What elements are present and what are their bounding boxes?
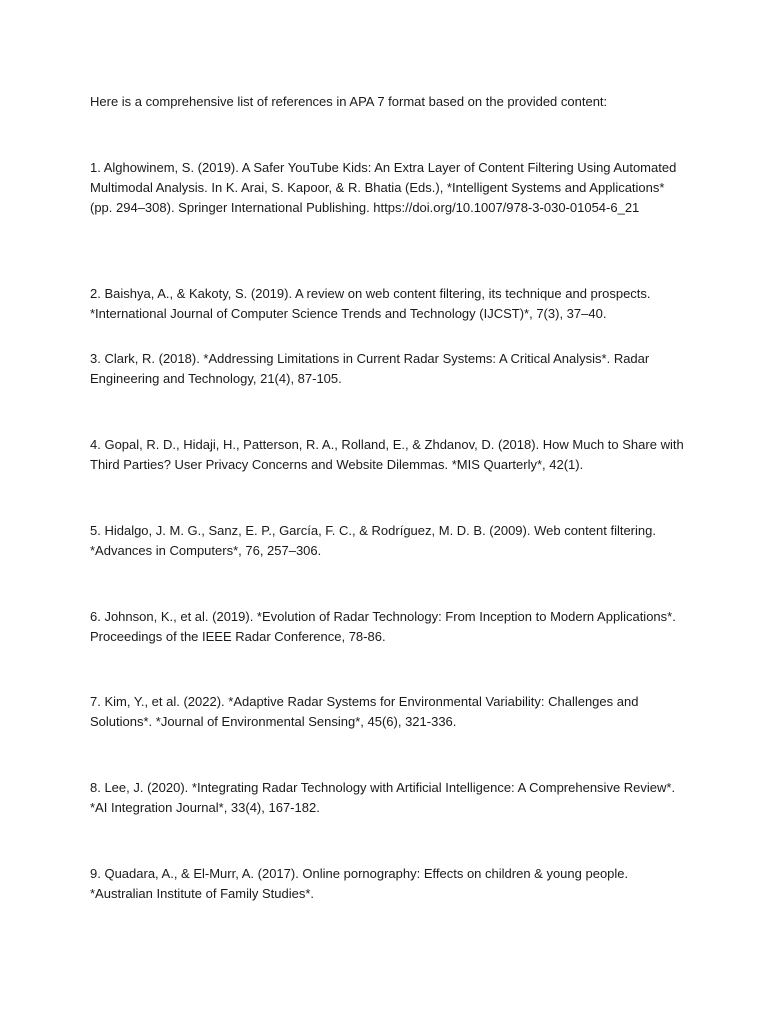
intro-paragraph: Here is a comprehensive list of references in APA 7 format based on the provided content: <box>90 94 608 109</box>
reference-item-3: 3. Clark, R. (2018). *Addressing Limitations in Current Radar Systems: A Critical Analysis*. Radar Engineering and Technology, 21(4), 87-105. <box>90 351 650 386</box>
reference-item-2: 2. Baishya, A., & Kakoty, S. (2019). A review on web content filtering, its technique and prospects. *International Journal of Computer Science Trends and Technology (IJCST)*, 7(3), 37–40. <box>90 286 651 321</box>
document-content <box>90 92 690 901</box>
reference-item-9: 9. Quadara, A., & El-Murr, A. (2017). Online pornography: Effects on children & young people. *Australian Institute of Family Studies*. <box>90 866 629 901</box>
reference-item-4: 4. Gopal, R. D., Hidaji, H., Patterson, R. A., Rolland, E., & Zhdanov, D. (2018). How Much to Share with Third Parties? User Privacy Concerns and Website Dilemmas. *MIS Quarterly*, 42(1). <box>90 437 684 472</box>
reference-item-5: 5. Hidalgo, J. M. G., Sanz, E. P., García, F. C., & Rodríguez, M. D. B. (2009). Web content filtering. *Advances in Computers*, 76, 257–306. <box>90 523 656 558</box>
reference-item-8: 8. Lee, J. (2020). *Integrating Radar Technology with Artificial Intelligence: A Comprehensive Review*. *AI Integration Journal*, 33(4), 167-182. <box>90 780 676 815</box>
reference-item-7: 7. Kim, Y., et al. (2022). *Adaptive Radar Systems for Environmental Variability: Challenges and Solutions*. *Journal of Environmental Sensing*, 45(6), 321-336. <box>90 694 639 729</box>
reference-item-6: 6. Johnson, K., et al. (2019). *Evolution of Radar Technology: From Inception to Modern Applications*. Proceedings of the IEEE Radar Conference, 78-86. <box>90 609 676 644</box>
reference-item-1: 1. Alghowinem, S. (2019). A Safer YouTube Kids: An Extra Layer of Content Filtering Using Automated Multimodal Analysis. In K. Arai, S. Kapoor, & R. Bhatia (Eds.), *Intelligent Systems and Applications* (pp. 294–308). Springer International Publishing. https://doi.org/10.1007/978-3-030-01054-6_21 <box>90 160 677 215</box>
